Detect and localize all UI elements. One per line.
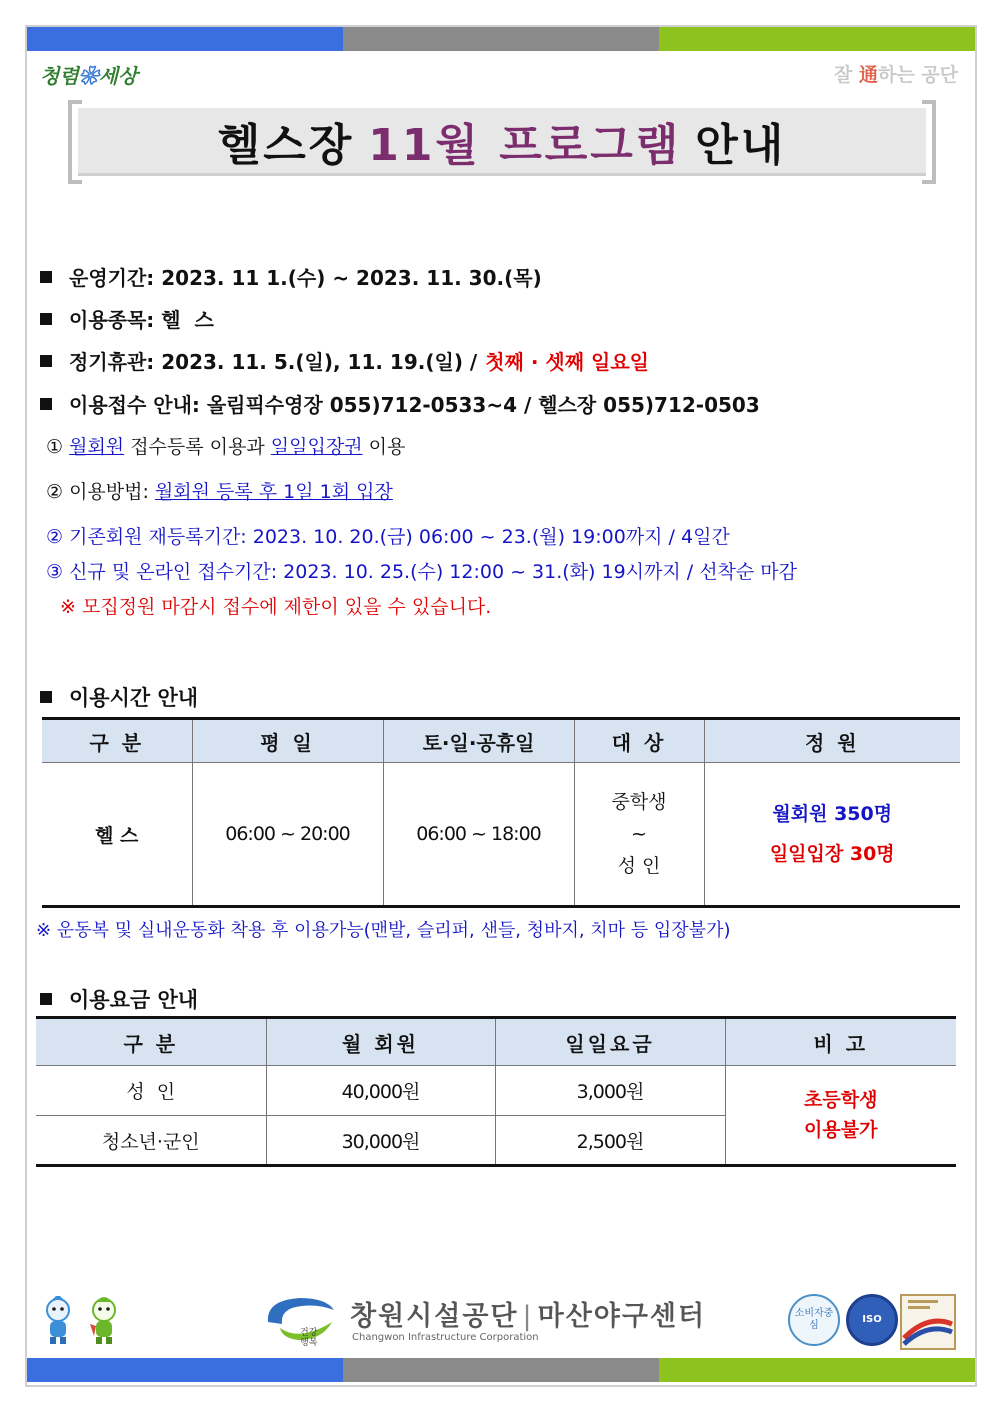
award-certificate-icon [900, 1294, 956, 1350]
info-closed: 정기휴관: 2023. 11. 5.(일), 11. 19.(일) / 첫째 · 셋째 일요일 [40, 346, 970, 375]
info-item: 이용종목: 헬 스 [40, 304, 970, 333]
title-box [68, 100, 936, 184]
th-fee-remark: 비 고 [725, 1018, 956, 1066]
iso-cert-badge: ISO [846, 1294, 898, 1350]
footer-english-name: Changwon Infrastructure Corporation [352, 1332, 539, 1343]
time-section-heading: 이용시간 안내 [40, 682, 198, 712]
footer-slogan: 건강 행복 [300, 1328, 318, 1348]
time-note: ※ 운동복 및 실내운동화 착용 후 이용가능(맨발, 슬리퍼, 샌들, 청바지, 치마 등 입장불가) [36, 920, 731, 941]
th-fee-daily: 일일요금 [495, 1018, 725, 1066]
cell-fee-monthly: 30,000원 [266, 1116, 495, 1166]
table-row [42, 763, 960, 907]
page-title: 헬스장 11월 프로그램 안내 [78, 108, 926, 176]
logo-slogan: 잘 通하는 공단 [833, 64, 958, 86]
th-weekday: 평 일 [192, 719, 383, 763]
time-table [42, 717, 960, 908]
th-weekend: 토·일·공휴일 [383, 719, 574, 763]
bottom-color-stripe [27, 1358, 975, 1382]
footer-brand-logo [260, 1292, 707, 1352]
cell-name: 헬 스 [42, 763, 192, 907]
cell-fee-daily: 2,500원 [495, 1116, 725, 1166]
mascot-green-icon [84, 1296, 124, 1346]
sub-line-1: ① 월회원 접수등록 이용과 일일입장권 이용 [46, 436, 406, 458]
consumer-cert-badge: 소비자중심 [788, 1294, 840, 1350]
info-reception: 이용접수 안내: 올림픽수영장 055)712-0533~4 / 헬스장 055)712-0503 [40, 389, 970, 418]
cell-fee-daily: 3,000원 [495, 1066, 725, 1116]
th-capacity: 정 원 [704, 719, 960, 763]
sub-line-4: ③ 신규 및 온라인 접수기간: 2023. 10. 25.(수) 12:00 ~ 31.(화) 19시까지 / 선착순 마감 [46, 561, 798, 583]
sub-line-2: ② 이용방법: 월회원 등록 후 1일 1회 입장 [46, 481, 393, 503]
cell-capacity: 월회원 350명 일일입장 30명 [704, 763, 960, 907]
fee-section-heading: 이용요금 안내 [40, 984, 198, 1014]
cell-fee-name: 청소년·군인 [36, 1116, 266, 1166]
th-category: 구 분 [42, 719, 192, 763]
top-color-stripe [27, 27, 975, 51]
logo-clean-world: 청렴❀세상 [40, 64, 138, 88]
cell-target: 중학생 ~ 성 인 [574, 763, 704, 907]
cell-weekend: 06:00 ~ 18:00 [383, 763, 574, 907]
th-target: 대 상 [574, 719, 704, 763]
sub-line-5: ※ 모집정원 마감시 접수에 제한이 있을 수 있습니다. [60, 596, 492, 618]
cell-weekday: 06:00 ~ 20:00 [192, 763, 383, 907]
info-period: 운영기간: 2023. 11 1.(수) ~ 2023. 11. 30.(목) [40, 262, 970, 291]
footer-brand-name: 창원시설공단 | 마산야구센터 [350, 1301, 707, 1332]
cell-fee-name: 성 인 [36, 1066, 266, 1116]
th-fee-monthly: 월 회원 [266, 1018, 495, 1066]
table-row [36, 1066, 956, 1116]
th-fee-category: 구 분 [36, 1018, 266, 1066]
cell-fee-monthly: 40,000원 [266, 1066, 495, 1116]
sub-line-3: ② 기존회원 재등록기간: 2023. 10. 20.(금) 06:00 ~ 23.(월) 19:00까지 / 4일간 [46, 526, 730, 548]
fee-table [36, 1016, 956, 1167]
cell-fee-remark: 초등학생 이용불가 [725, 1066, 956, 1166]
mascot-blue-icon [38, 1296, 78, 1346]
